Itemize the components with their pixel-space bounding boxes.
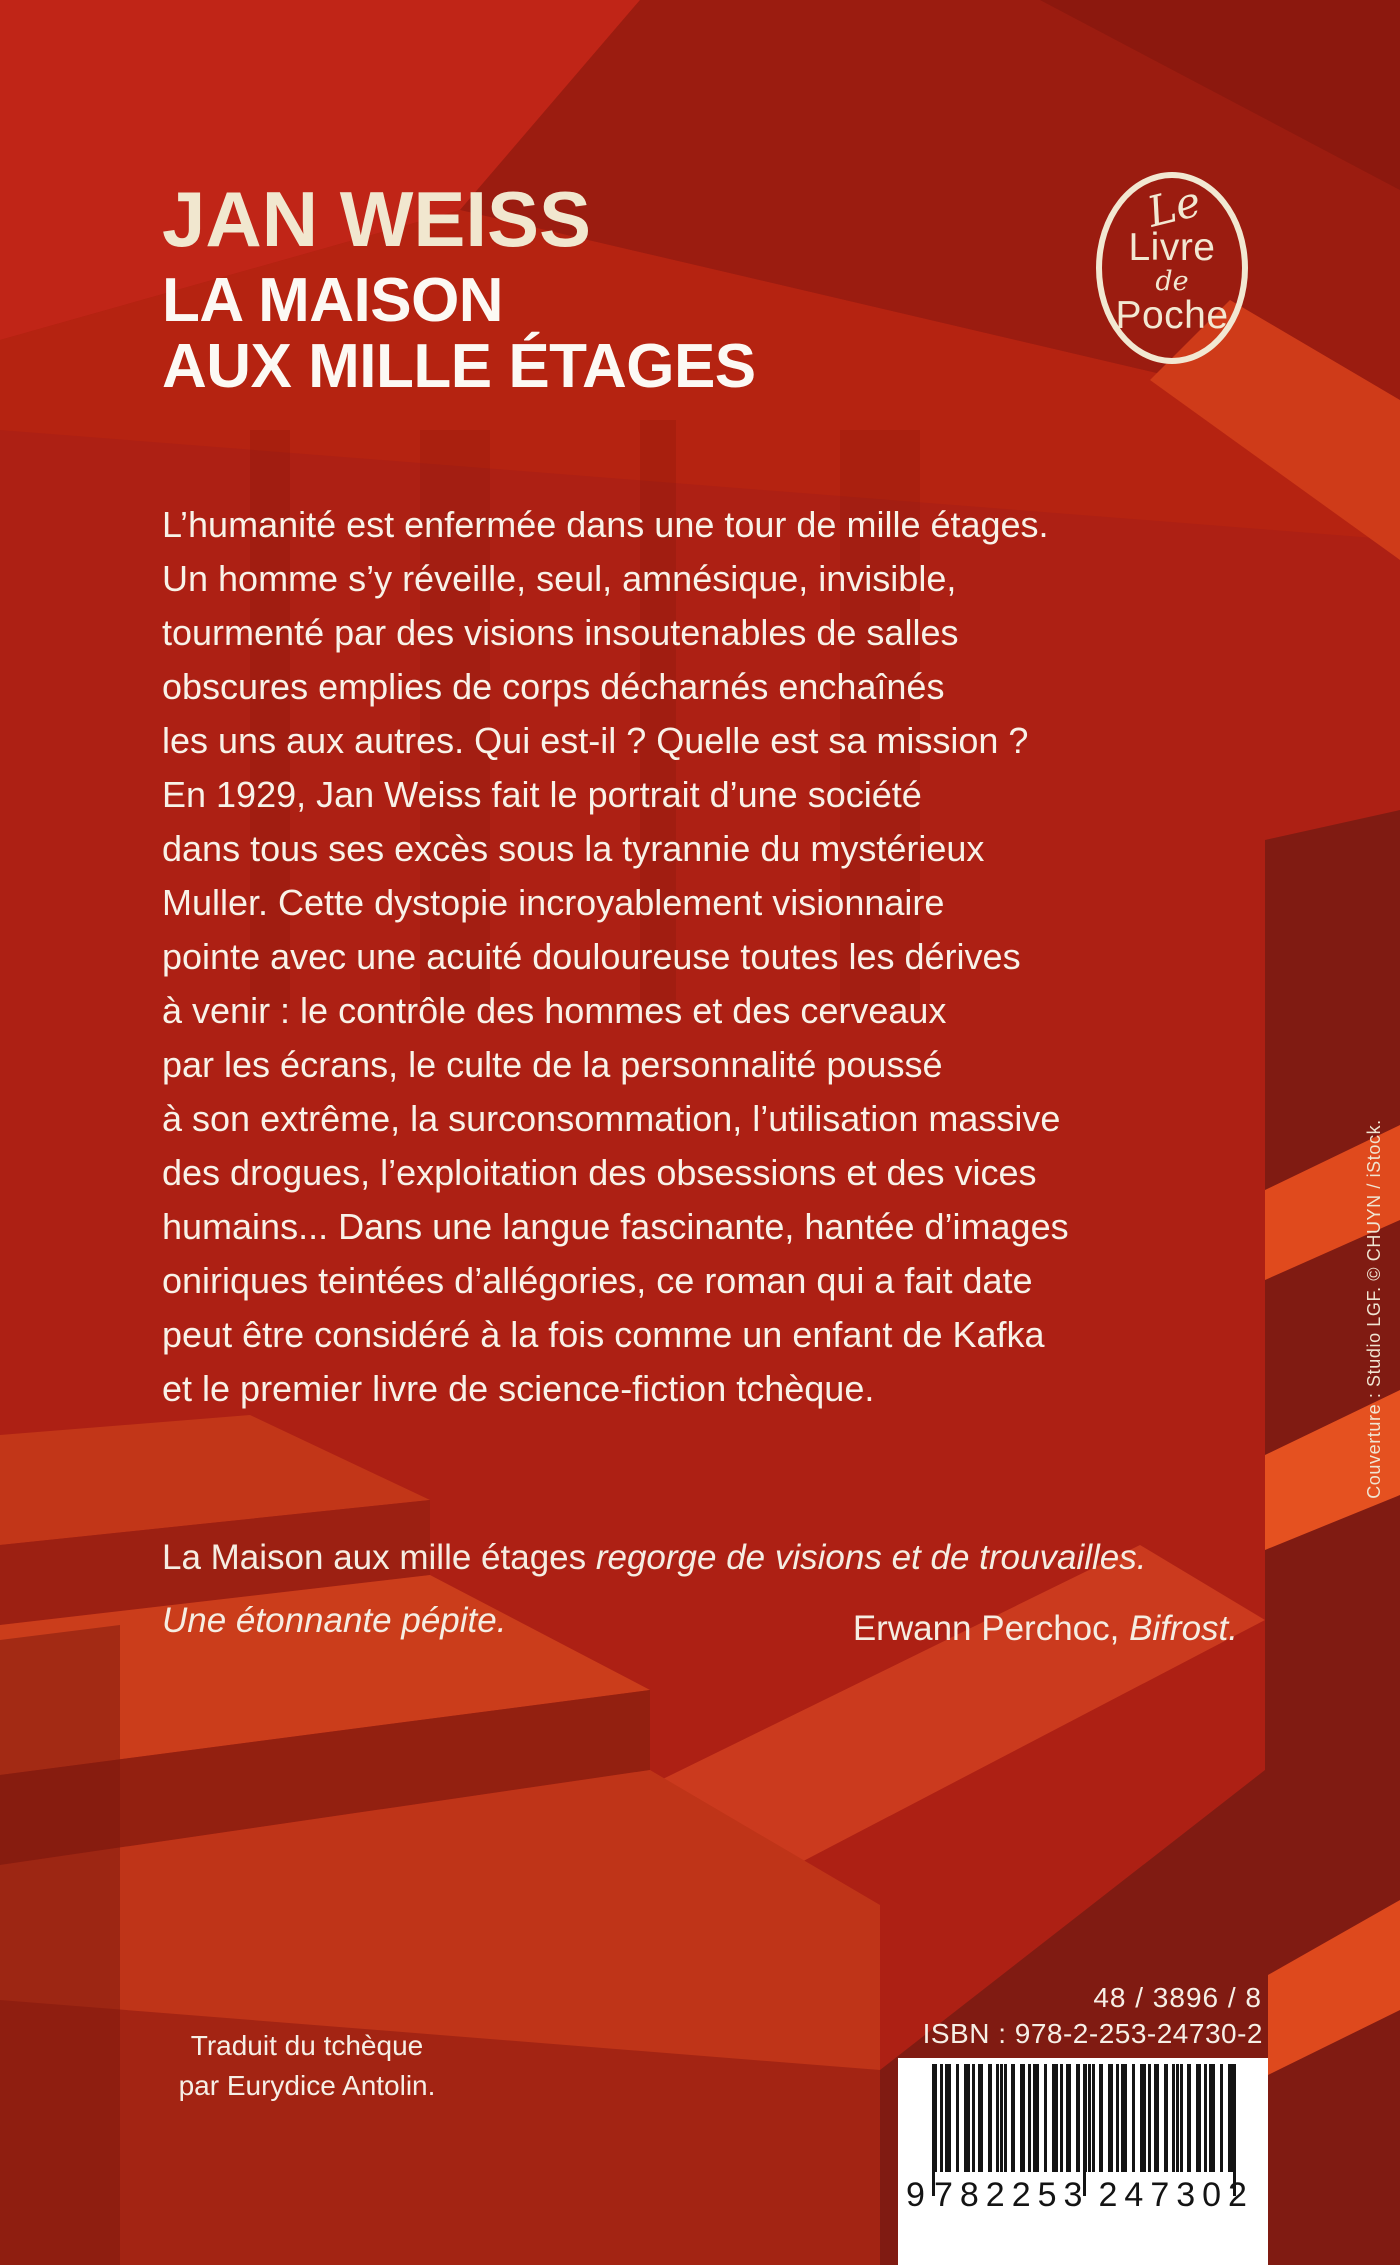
quote-attribution-name: Erwann Perchoc, [852, 1609, 1130, 1648]
barcode-panel [898, 2058, 1268, 2265]
synopsis-line: des drogues, l’exploitation des obsessions et des vices [162, 1152, 1037, 1193]
book-title [162, 268, 756, 400]
synopsis-line: tourmenté par des visions insoutenables de salles [162, 612, 959, 653]
publisher-logo-de: de [1155, 266, 1189, 297]
press-quote-line-2: Une étonnante pépite. [162, 1601, 507, 1640]
synopsis-line: par les écrans, le culte de la personnalité poussé [162, 1044, 943, 1085]
quoted-book-title: La Maison aux mille étages [162, 1538, 587, 1577]
press-quote-line-1 [162, 1526, 1238, 1589]
book-title-line-2: AUX MILLE ÉTAGES [162, 332, 756, 401]
publisher-logo-livre: Livre [1128, 226, 1216, 269]
synopsis-line: En 1929, Jan Weiss fait le portrait d’une société [162, 774, 922, 815]
isbn-number: ISBN : 978-2-253-24730-2 [922, 2018, 1263, 2049]
synopsis-line: oniriques teintées d’allégories, ce roman qui a fait date [162, 1260, 1033, 1301]
author-name: JAN WEISS [162, 175, 592, 263]
synopsis-line: dans tous ses excès sous la tyrannie du mystérieux [162, 828, 985, 869]
book-title-line-1: LA MAISON [162, 266, 504, 335]
publisher-logo-le-livre-de-poche [1096, 172, 1248, 364]
print-code: 48 / 3896 / 8 [1093, 1982, 1262, 2013]
synopsis-line: à son extrême, la surconsommation, l’utilisation massive [162, 1098, 1061, 1139]
synopsis-line: les uns aux autres. Qui est-il ? Quelle est sa mission ? [162, 720, 1029, 761]
quote-text-italic: regorge de visions et de trouvailles. [586, 1538, 1147, 1577]
translation-credit-line-2: par Eurydice Antolin. [178, 2070, 436, 2101]
synopsis-line: humains... Dans une langue fascinante, hantée d’images [162, 1206, 1069, 1247]
bg-shape-left-dark-column [0, 1625, 120, 2265]
synopsis-line: L’humanité est enfermée dans une tour de mille étages. [162, 504, 1049, 545]
publisher-logo-poche: Poche [1115, 294, 1229, 337]
barcode-digit-left: 9 [906, 2176, 925, 2214]
synopsis-line: Un homme s’y réveille, seul, amnésique, invisible, [162, 558, 957, 599]
translation-credit [162, 2026, 452, 2106]
quote-attribution [162, 1607, 1238, 1651]
synopsis-text [162, 498, 1272, 1416]
synopsis-line: Muller. Cette dystopie incroyablement visionnaire [162, 882, 945, 923]
synopsis-line: pointe avec une acuité douloureuse toutes les dérives [162, 936, 1021, 977]
synopsis-line: à venir : le contrôle des hommes et des cerveaux [162, 990, 947, 1031]
publisher-logo-le: Le [1142, 176, 1206, 237]
synopsis-line: peut être considéré à la fois comme un enfant de Kafka [162, 1314, 1045, 1355]
synopsis-line: et le premier livre de science-fiction tchèque. [162, 1368, 875, 1409]
cover-art-credit: Couverture : Studio LGF. © CHUYN / iStock. [1364, 1119, 1384, 1499]
barcode-group-1: 782253 [933, 2176, 1090, 2214]
quote-attribution-source: Bifrost. [1129, 1609, 1238, 1648]
barcode-digits [906, 2176, 1254, 2215]
synopsis-line: obscures emplies de corps décharnés enchaînés [162, 666, 945, 707]
barcode-group-2: 247302 [1098, 2176, 1254, 2214]
translation-credit-line-1: Traduit du tchèque [190, 2030, 424, 2061]
